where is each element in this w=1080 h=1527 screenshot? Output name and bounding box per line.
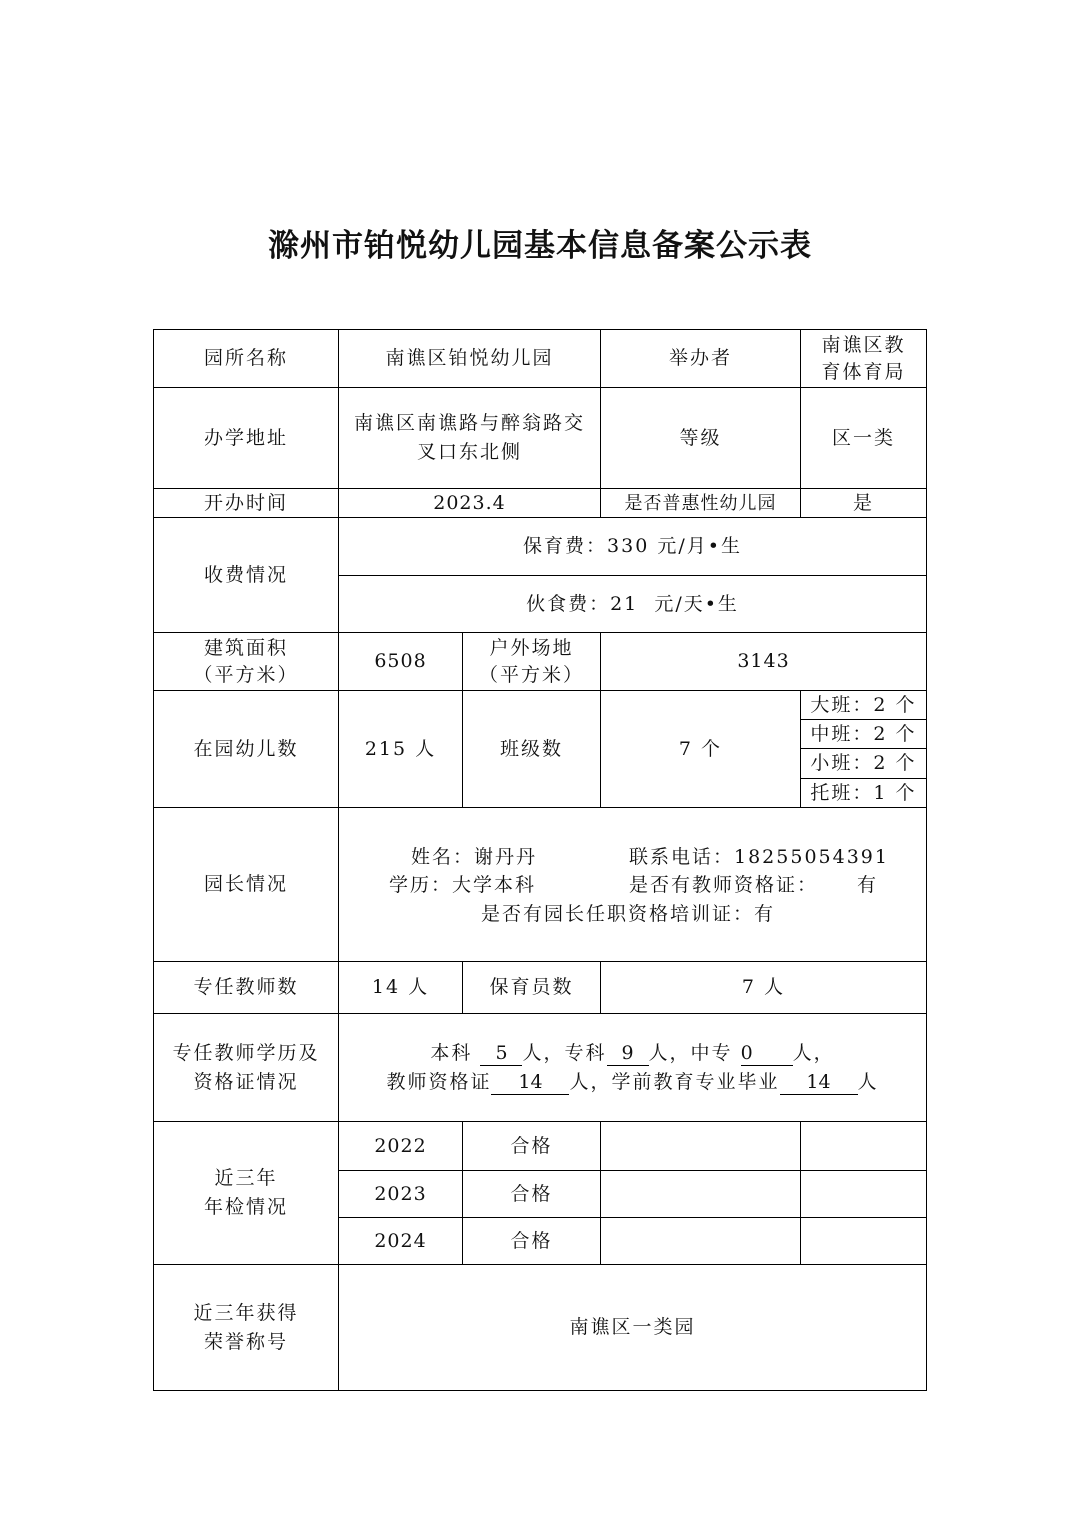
address-value-line: 南谯区南谯路与醉翁路交 <box>353 412 585 434</box>
open-date-value: 2023.4 <box>338 488 601 518</box>
inspection-empty-cell <box>600 1170 801 1218</box>
outdoor-area-label <box>462 632 601 691</box>
grade-value: 区一类 <box>800 387 927 489</box>
bachelor-count: 5 <box>480 1041 522 1066</box>
qualification-text: 人，专科 <box>522 1041 607 1064</box>
teachers-label: 专任教师数 <box>153 961 339 1014</box>
inspection-year: 2024 <box>338 1217 463 1265</box>
teachers-value: 14 人 <box>338 961 463 1014</box>
qualification-text: 教师资格证 <box>386 1070 492 1093</box>
class-middle: 中班：2 个 <box>800 719 927 749</box>
inspection-result: 合格 <box>462 1217 601 1265</box>
inspection-label-line: 年检情况 <box>203 1196 288 1218</box>
puhui-value: 是 <box>800 488 927 518</box>
building-area-value: 6508 <box>338 632 463 691</box>
inspection-year: 2023 <box>338 1170 463 1218</box>
honors-value: 南谯区一类园 <box>338 1264 927 1391</box>
class-count-label: 班级数 <box>462 690 601 808</box>
address-label: 办学地址 <box>153 387 339 489</box>
cert-count: 14 <box>491 1070 569 1095</box>
open-date-label: 开办时间 <box>153 488 339 518</box>
address-value <box>338 387 601 489</box>
building-area-label-line: （平方米） <box>193 663 299 686</box>
outdoor-area-label-line: （平方米） <box>478 663 584 686</box>
inspection-empty-cell <box>800 1217 927 1265</box>
address-value-line: 叉口东北侧 <box>416 441 522 463</box>
caregivers-value: 7 人 <box>600 961 927 1014</box>
meal-fee: 伙食费：21 元/天•生 <box>338 575 927 633</box>
building-area-label-line: 建筑面积 <box>203 636 288 659</box>
inspection-label <box>153 1121 339 1265</box>
principal-label: 园长情况 <box>153 807 339 962</box>
sponsor-label: 举办者 <box>600 329 801 388</box>
name-value: 南谯区铂悦幼儿园 <box>338 329 601 388</box>
sponsor-value-line: 育体育局 <box>821 360 906 383</box>
outdoor-area-value: 3143 <box>600 632 927 691</box>
name-label: 园所名称 <box>153 329 339 388</box>
building-area-label <box>153 632 339 691</box>
preschool-count: 14 <box>780 1070 858 1095</box>
inspection-result: 合格 <box>462 1170 601 1218</box>
children-count: 215 人 <box>338 690 463 808</box>
inspection-empty-cell <box>600 1121 801 1171</box>
principal-education: 学历：大学本科 <box>389 874 537 896</box>
qualification-info <box>338 1013 927 1122</box>
qualification-line-2 <box>386 1068 878 1097</box>
fees-label: 收费情况 <box>153 517 339 633</box>
principal-name: 姓名：谢丹丹 <box>411 846 538 868</box>
sponsor-value <box>800 329 927 388</box>
honors-label-line: 近三年获得 <box>193 1301 299 1324</box>
class-small: 小班：2 个 <box>800 748 927 779</box>
inspection-empty-cell <box>600 1217 801 1265</box>
care-fee: 保育费：330 元/月•生 <box>338 517 927 576</box>
qualification-text: 人，学前教育专业毕业 <box>569 1070 780 1093</box>
qualification-line-1 <box>430 1039 834 1068</box>
qualification-text: 人， <box>792 1041 835 1064</box>
honors-label <box>153 1264 339 1391</box>
inspection-empty-cell <box>800 1170 927 1218</box>
children-label: 在园幼儿数 <box>153 690 339 808</box>
inspection-empty-cell <box>800 1121 927 1171</box>
caregivers-label: 保育员数 <box>462 961 601 1014</box>
qualification-text: 本科 <box>430 1041 473 1064</box>
inspection-label-line: 近三年 <box>214 1167 278 1189</box>
principal-teacher-cert-value: 有 <box>857 874 879 896</box>
class-big: 大班：2 个 <box>800 690 927 720</box>
qualification-text: 人 <box>857 1070 879 1093</box>
grade-label: 等级 <box>600 387 801 489</box>
outdoor-area-label-line: 户外场地 <box>489 636 574 659</box>
class-nursery: 托班：1 个 <box>800 778 927 808</box>
qualification-label-line: 资格证情况 <box>193 1070 299 1093</box>
inspection-year: 2022 <box>338 1121 463 1171</box>
principal-training: 是否有园长任职资格培训证：有 <box>481 903 776 925</box>
principal-teacher-cert: 是否有教师资格证： <box>629 874 819 896</box>
inspection-result: 合格 <box>462 1121 601 1171</box>
puhui-label: 是否普惠性幼儿园 <box>600 488 801 518</box>
college-count: 9 <box>607 1041 649 1066</box>
honors-label-line: 荣誉称号 <box>203 1330 288 1353</box>
qualification-text: 人，中专 <box>648 1041 733 1064</box>
principal-phone: 联系电话：18255054391 <box>629 846 889 868</box>
class-count-value: 7 个 <box>600 690 801 808</box>
sponsor-value-line: 南谯区教 <box>821 333 906 356</box>
secondary-count: 0 <box>741 1041 793 1066</box>
page-title: 滁州市铂悦幼儿园基本信息备案公示表 <box>268 228 812 264</box>
qualification-label-line: 专任教师学历及 <box>172 1041 320 1064</box>
qualification-label <box>153 1013 339 1122</box>
principal-info <box>338 807 927 962</box>
